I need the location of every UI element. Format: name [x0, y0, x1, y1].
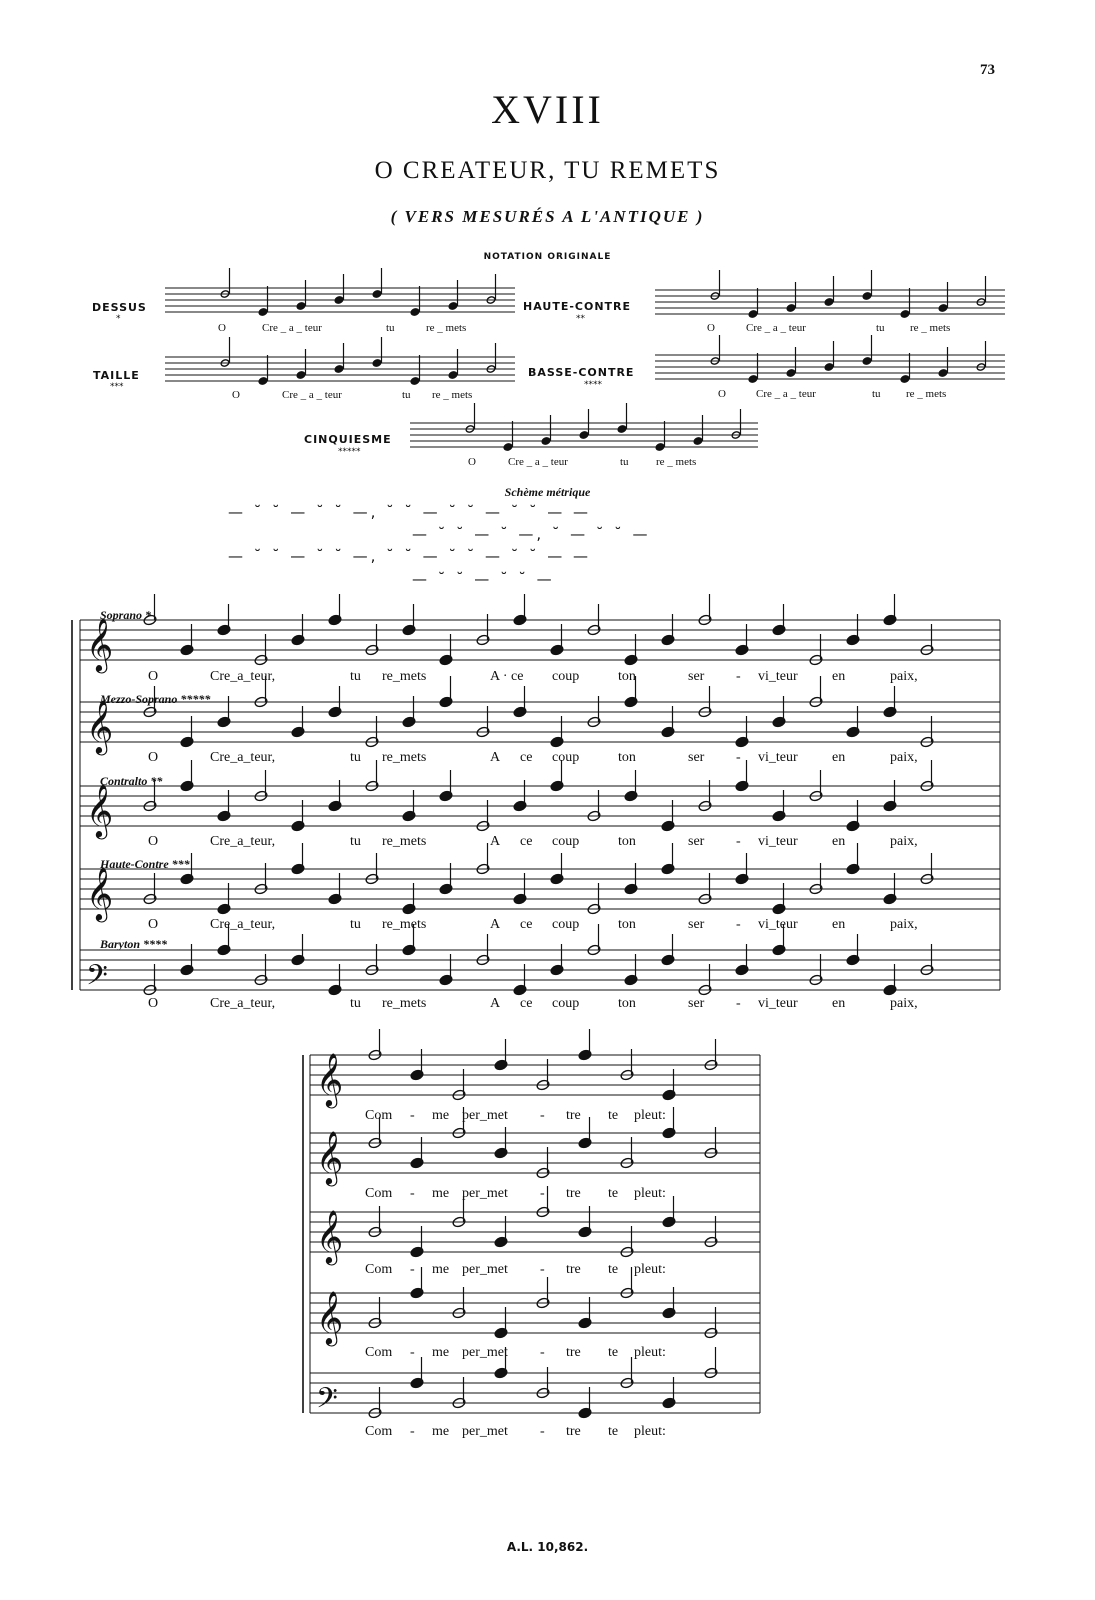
note-head: [334, 365, 344, 373]
note-head: [258, 308, 268, 316]
voice-name-taille: TAILLE: [93, 369, 140, 382]
lyric: te: [608, 1262, 619, 1277]
lyric: tre: [566, 1424, 581, 1439]
note-head: [258, 377, 268, 385]
piece-title: O CREATEUR, TU REMETS: [374, 157, 721, 184]
note-head: [900, 310, 910, 318]
lyric: ce: [520, 917, 533, 932]
lyric: me: [432, 1108, 450, 1123]
lyric: me: [432, 1262, 450, 1277]
note-head: [448, 302, 458, 310]
piece-subtitle: ( VERS MESURÉS A L'ANTIQUE ): [390, 207, 705, 226]
lyric: ton: [618, 750, 636, 765]
orig-lyric: re _ mets: [426, 322, 467, 334]
clefs: [86, 617, 343, 1422]
lyric: per_met: [462, 1186, 508, 1201]
lyric: -: [736, 996, 741, 1011]
note-head: [410, 308, 420, 316]
original-notation-heading: NOTATION ORIGINALE: [483, 252, 612, 262]
lyric: tu: [350, 917, 361, 932]
lyric: A: [490, 996, 501, 1011]
lyric: coup: [552, 669, 580, 684]
clef-glyph: 𝄢: [86, 959, 108, 999]
note-head: [786, 369, 796, 377]
lyric: pleut:: [634, 1262, 666, 1277]
lyric: tu: [350, 669, 361, 684]
orig-lyric: re _ mets: [432, 389, 473, 401]
lyric: A: [490, 834, 501, 849]
note-head: [579, 431, 589, 439]
voice-stars-dessus: *: [116, 314, 121, 324]
part-label-baryton: Baryton ****: [100, 937, 168, 951]
orig-lyric: tu: [402, 389, 411, 401]
lyric: te: [608, 1345, 619, 1360]
voice-name-cinquiesme: CINQUIESME: [304, 433, 392, 446]
lyric: re_mets: [382, 669, 427, 684]
lyric: en: [832, 917, 846, 932]
lyric: en: [832, 750, 846, 765]
lyric: ton: [618, 917, 636, 932]
lyric: -: [736, 834, 741, 849]
lyric: ton: [618, 834, 636, 849]
voice-stars-cinquiesme: *****: [338, 447, 361, 457]
lyric: -: [736, 669, 741, 684]
lyric: paix,: [890, 669, 918, 684]
lyric: paix,: [890, 996, 918, 1011]
orig-lyric: tu: [386, 322, 395, 334]
voice-stars-taille: ***: [110, 382, 124, 392]
lyric: per_met: [462, 1262, 508, 1277]
lyric: te: [608, 1186, 619, 1201]
orig-lyric: Cre _ a _ teur: [746, 322, 806, 334]
lyric: ton: [618, 669, 636, 684]
lyric: ce: [520, 996, 533, 1011]
note-head: [296, 302, 306, 310]
metric-scheme-line-4: — ˘ ˘ — ˘ ˘ —: [412, 570, 555, 588]
lyric: Com: [365, 1424, 393, 1439]
note-head: [862, 292, 872, 300]
lyric: O: [148, 834, 159, 849]
clef-glyph: 𝄞: [316, 1130, 344, 1184]
lyric: -: [540, 1424, 545, 1439]
lyric: -: [410, 1345, 415, 1360]
lyric: tu: [350, 996, 361, 1011]
voice-stars-haute-contre: **: [576, 314, 585, 324]
orig-lyric: O: [718, 388, 726, 400]
orig-lyric: O: [468, 456, 476, 468]
note-head: [655, 443, 665, 451]
lyric: Cre_a_teur,: [210, 996, 276, 1011]
orig-lyric: Cre _ a _ teur: [508, 456, 568, 468]
orig-lyric: O: [232, 389, 240, 401]
note-head: [334, 296, 344, 304]
lyric: tre: [566, 1186, 581, 1201]
note-head: [372, 359, 382, 367]
clef-glyph: 𝄞: [316, 1209, 344, 1263]
note-head: [693, 437, 703, 445]
lyric: -: [410, 1424, 415, 1439]
note-head: [503, 443, 513, 451]
staff-lines: [72, 288, 1005, 1413]
lyric: en: [832, 996, 846, 1011]
metric-scheme-line-1: — ˘ ˘ — ˘ ˘ —, ˘ ˘ — ˘ ˘ — ˘ ˘ — —: [228, 503, 592, 521]
orig-lyric: O: [707, 322, 715, 334]
note-head: [900, 375, 910, 383]
note-head: [786, 304, 796, 312]
lyric: tre: [566, 1108, 581, 1123]
piece-number: XVIII: [491, 87, 604, 132]
lyric: -: [736, 917, 741, 932]
lyric: tre: [566, 1262, 581, 1277]
lyric: -: [540, 1262, 545, 1277]
lyric: per_met: [462, 1345, 508, 1360]
orig-lyric: Cre _ a _ teur: [262, 322, 322, 334]
part-label-haute-contre: Haute-Contre ***: [100, 857, 190, 871]
lyric: ce: [520, 834, 533, 849]
lyric: Com: [365, 1108, 393, 1123]
lyric: ser: [688, 750, 705, 765]
orig-lyric: re _ mets: [910, 322, 951, 334]
lyric: -: [410, 1262, 415, 1277]
lyric: O: [148, 996, 159, 1011]
part-label-contralto: Contralto **: [100, 774, 163, 788]
lyric: -: [540, 1345, 545, 1360]
orig-lyric: re _ mets: [906, 388, 947, 400]
lyric: vi_teur: [758, 834, 798, 849]
voice-stars-basse-contre: ****: [584, 380, 602, 390]
lyric: te: [608, 1424, 619, 1439]
lyric: en: [832, 834, 846, 849]
lyric: ser: [688, 996, 705, 1011]
lyric: tu: [350, 750, 361, 765]
clef-glyph: 𝄞: [86, 617, 114, 671]
note-head: [938, 369, 948, 377]
voice-name-haute-contre: HAUTE-CONTRE: [523, 300, 632, 313]
lyric: Cre_a_teur,: [210, 750, 276, 765]
lyric: vi_teur: [758, 917, 798, 932]
note-head: [296, 371, 306, 379]
lyric: me: [432, 1186, 450, 1201]
lyric: -: [410, 1186, 415, 1201]
lyric: pleut:: [634, 1108, 666, 1123]
lyric: -: [410, 1108, 415, 1123]
lyric: me: [432, 1345, 450, 1360]
lyric: coup: [552, 996, 580, 1011]
lyric: vi_teur: [758, 669, 798, 684]
lyric: Com: [365, 1345, 393, 1360]
voice-name-dessus: DESSUS: [92, 301, 147, 314]
note-head: [448, 371, 458, 379]
clef-glyph: 𝄢: [316, 1382, 338, 1422]
lyric: O: [148, 917, 159, 932]
note-head: [748, 310, 758, 318]
lyric: re_mets: [382, 917, 427, 932]
note-head: [824, 363, 834, 371]
lyric: -: [736, 750, 741, 765]
orig-lyric: Cre _ a _ teur: [756, 388, 816, 400]
lyric: vi_teur: [758, 750, 798, 765]
clef-glyph: 𝄞: [86, 699, 114, 753]
orig-lyric: tu: [876, 322, 885, 334]
orig-lyric: Cre _ a _ teur: [282, 389, 342, 401]
lyric: en: [832, 669, 846, 684]
lyric: A: [490, 750, 501, 765]
lyric: paix,: [890, 917, 918, 932]
note-head: [372, 290, 382, 298]
lyric: pleut:: [634, 1186, 666, 1201]
clef-glyph: 𝄞: [316, 1052, 344, 1106]
lyric: ser: [688, 834, 705, 849]
clef-glyph: 𝄞: [316, 1290, 344, 1344]
lyric: coup: [552, 917, 580, 932]
lyric: per_met: [462, 1424, 508, 1439]
lyric: Cre_a_teur,: [210, 669, 276, 684]
lyric: per_met: [462, 1108, 508, 1123]
orig-lyric: tu: [620, 456, 629, 468]
page-number: 73: [980, 62, 995, 78]
note-head: [824, 298, 834, 306]
lyric: me: [432, 1424, 450, 1439]
voice-name-basse-contre: BASSE-CONTRE: [528, 366, 635, 379]
note-head: [938, 304, 948, 312]
part-label-soprano: Soprano *: [100, 608, 152, 622]
lyric: pleut:: [634, 1345, 666, 1360]
lyric: -: [540, 1186, 545, 1201]
lyric: re_mets: [382, 834, 427, 849]
note-head: [410, 377, 420, 385]
orig-lyric: tu: [872, 388, 881, 400]
lyric: vi_teur: [758, 996, 798, 1011]
lyric: A: [490, 917, 501, 932]
lyric: Com: [365, 1262, 393, 1277]
note-head: [862, 357, 872, 365]
metric-scheme-line-3: — ˘ ˘ — ˘ ˘ —, ˘ ˘ — ˘ ˘ — ˘ ˘ — —: [228, 547, 592, 565]
lyric: pleut:: [634, 1424, 666, 1439]
lyric: re_mets: [382, 996, 427, 1011]
lyric: coup: [552, 750, 580, 765]
lyric: paix,: [890, 834, 918, 849]
orig-lyric: O: [218, 322, 226, 334]
lyric: -: [540, 1108, 545, 1123]
metric-scheme-heading: Schème métrique: [504, 485, 591, 499]
lyric: Cre_a_teur,: [210, 834, 276, 849]
lyric: te: [608, 1108, 619, 1123]
lyric: ser: [688, 669, 705, 684]
lyric: paix,: [890, 750, 918, 765]
lyric: tu: [350, 834, 361, 849]
metric-scheme-line-2: — ˘ ˘ — ˘ —, ˘ — ˘ ˘ —: [412, 525, 651, 543]
catalog-number: A.L. 10,862.: [506, 1540, 589, 1554]
note-head: [617, 425, 627, 433]
note-head: [541, 437, 551, 445]
lyric: Cre_a_teur,: [210, 917, 276, 932]
lyric: ton: [618, 996, 636, 1011]
clef-glyph: 𝄞: [86, 866, 114, 920]
part-label-mezzo-soprano: Mezzo-Soprano *****: [100, 692, 211, 706]
lyric: O: [148, 750, 159, 765]
lyric: re_mets: [382, 750, 427, 765]
lyric: A · ce: [490, 669, 524, 684]
lyric: coup: [552, 834, 580, 849]
orig-lyric: re _ mets: [656, 456, 697, 468]
clef-glyph: 𝄞: [86, 783, 114, 837]
lyric: O: [148, 669, 159, 684]
lyric: tre: [566, 1345, 581, 1360]
lyric: Com: [365, 1186, 393, 1201]
note-head: [748, 375, 758, 383]
lyric: ce: [520, 750, 533, 765]
lyric: ser: [688, 917, 705, 932]
